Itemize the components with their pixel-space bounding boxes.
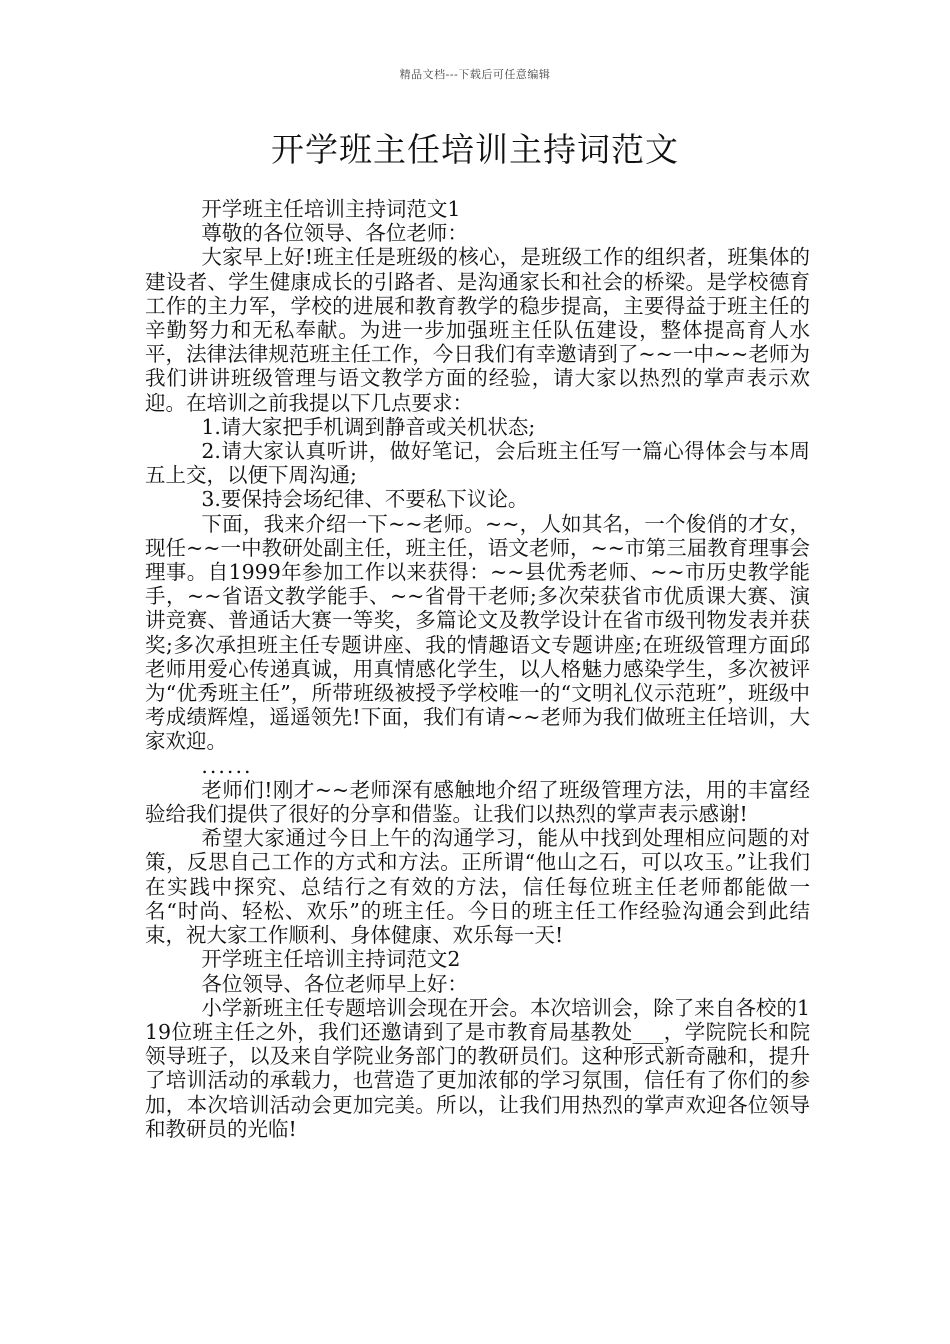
paragraph-thanks: 老师们!刚才~~老师深有感触地介绍了班级管理方法，用的丰富经验给我们提供了很好的分享和借鉴。让我们以热烈的掌声表示感谢!: [145, 777, 810, 827]
paragraph-closing: 希望大家通过今日上午的沟通学习，能从中找到处理相应问题的对策，反思自己工作的方式和方法。正所谓“他山之石，可以攻玉。”让我们在实践中探究、总结行之有效的方法，信任每位班主任老师都能做一名“时尚、轻松、欢乐”的班主任。今日的班主任工作经验沟通会到此结束，祝大家工作顺利、身体健康、欢乐每一天!: [145, 826, 810, 948]
section-heading-2: 开学班主任培训主持词范文2: [201, 947, 461, 972]
paragraph-opening-2: 小学新班主任专题培训会现在开会。本次培训会，除了来自各校的119位班主任之外，我们还邀请到了是市教育局基教处___，学院院长和院领导班子，以及来自学院业务部门的教研员们。这种形式新奇融和，提升了培训活动的承载力，也营造了更加浓郁的学习氛围，信任有了你们的参加，本次培训活动会更加完美。所以，让我们用热烈的掌声欢迎各位领导和教研员的光临!: [145, 995, 810, 1141]
header-note: 精品文档---下载后可任意编辑: [399, 68, 551, 81]
document-title: 开学班主任培训主持词范文: [271, 130, 679, 169]
requirement-3: 3.要保持会场纪律、不要私下议论。: [201, 487, 529, 512]
salutation: 尊敬的各位领导、各位老师：: [201, 221, 468, 246]
section-heading-1: 开学班主任培训主持词范文1: [201, 197, 461, 221]
paragraph-intro: 大家早上好!班主任是班级的核心，是班级工作的组织者，班集体的建设者、学生健康成长的引路者、是沟通家长和社会的桥梁。是学校德育工作的主力军，学校的进展和教育教学的稳步提高，主要得益于班主任的辛勤努力和无私奉献。为进一步加强班主任队伍建设，整体提高育人水平，法律法律规范班主任工作，今日我们有幸邀请到了~~一中~~老师为我们讲讲班级管理与语文教学方面的经验，请大家以热烈的掌声表示欢迎。在培训之前我提以下几点要求：: [145, 245, 810, 415]
requirement-2: 2.请大家认真听讲，做好笔记，会后班主任写一篇心得体会与本周五上交，以便下周沟通;: [145, 439, 810, 488]
salutation-2: 各位领导、各位老师早上好：: [201, 971, 468, 996]
requirement-1: 1.请大家把手机调到静音或关机状态;: [201, 414, 536, 439]
paragraph-speaker-intro: 下面，我来介绍一下~~老师。~~，人如其名，一个俊俏的才女，现任~~一中教研处副主任，班主任，语文老师，~~市第三届教育理事会理事。自1999年参加工作以来获得：~~县优秀老师、~~市历史教学能手，~~省语文教学能手、~~省骨干老师;多次荣获省市优质课大赛、演讲竞赛、普通话大赛一等奖，多篇论文及教学设计在省市级刊物发表并获奖;多次承担班主任专题讲座、我的情趣语文专题讲座;在班级管理方面邱老师用爱心传递真诚，用真情感化学生，以人格魅力感染学生，多次被评为“优秀班主任”，所带班级被授予学校唯一的“文明礼仪示范班”，班级中考成绩辉煌，遥遥领先!下面，我们有请~~老师为我们做班主任培训，大家欢迎。: [145, 511, 810, 754]
document-body: [145, 197, 810, 1141]
ellipsis-line: ......: [201, 753, 253, 778]
